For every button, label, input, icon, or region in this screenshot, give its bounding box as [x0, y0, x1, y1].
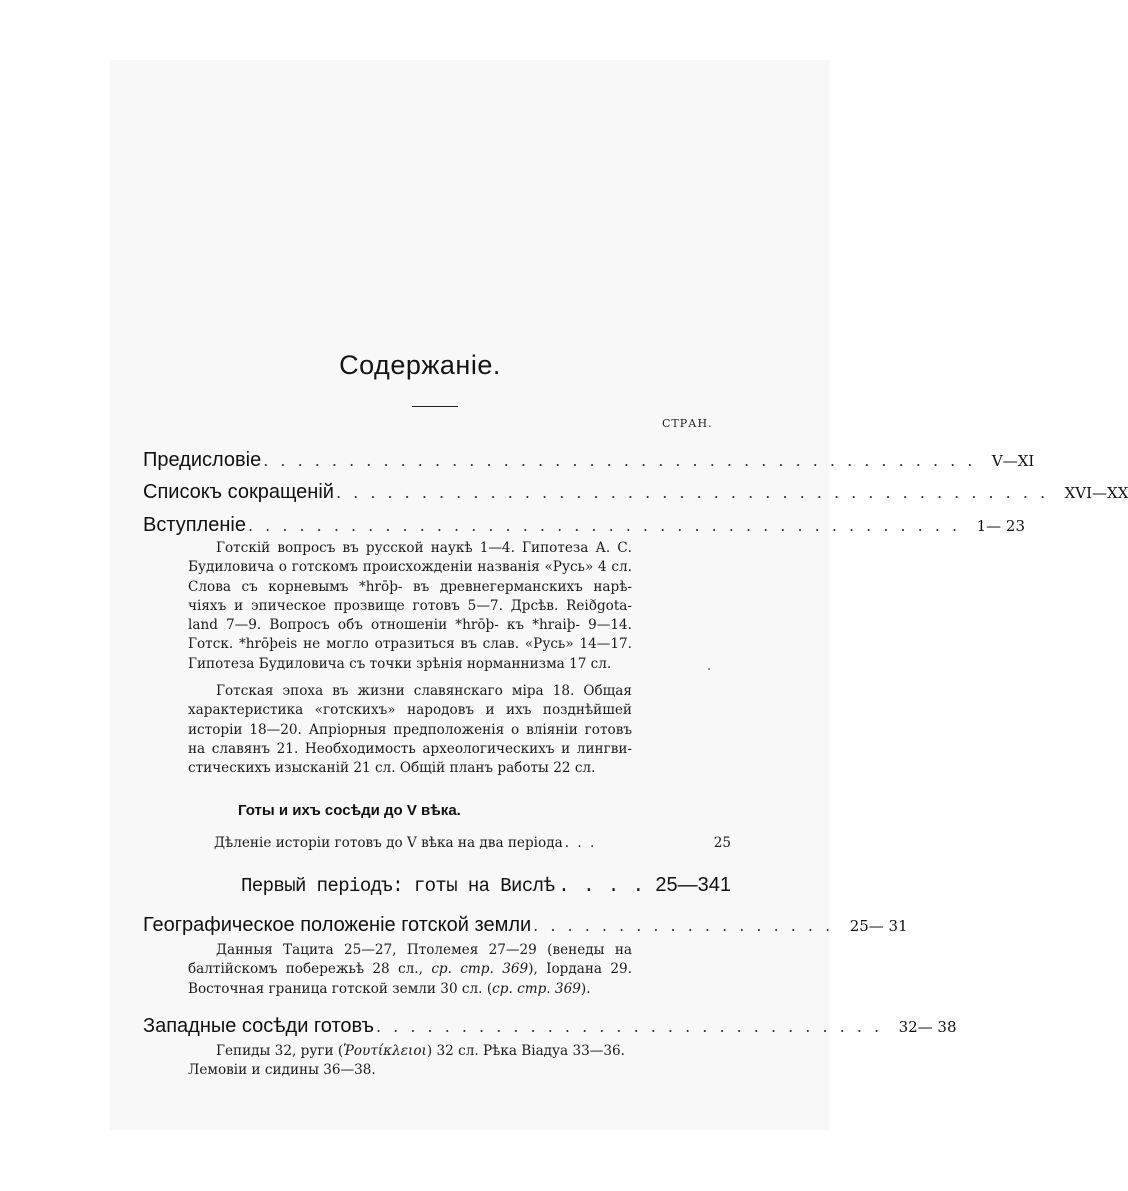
- toc-entry-abbreviations[interactable]: [143, 481, 1128, 507]
- toc-entry-introduction[interactable]: [143, 514, 1026, 540]
- toc-entry-pages: 25: [713, 835, 731, 851]
- text-run: ), Iордана 29.: [528, 961, 632, 978]
- print-speck: [708, 668, 710, 670]
- toc-entry-preface[interactable]: [143, 449, 1035, 475]
- toc-entry-title: Предисловiе: [143, 449, 262, 471]
- toc-entry-pages: 25— 31: [849, 917, 908, 935]
- toc-entry-first-period[interactable]: [241, 874, 731, 897]
- leader-dots: . . . . . . . . . . . . . . . . . . . . . . . . . . . . . .: [376, 1017, 883, 1036]
- text-line: стическихъ изысканiй 21 сл. Общiй планъ работы 22 сл.: [188, 760, 596, 777]
- text-line: Готскiй вопросъ въ русской наукѣ 1—4. Гипотеза А. С.: [216, 540, 632, 556]
- text-line: Будиловича о готскомъ происхожденiи названiя «Русь» 4 сл.: [188, 559, 632, 576]
- text-run: балтiйскомъ побережьѣ 28 сл.,: [188, 961, 423, 978]
- toc-entry-pages: V—XI: [991, 452, 1035, 470]
- cross-reference[interactable]: ср. стр. 369: [492, 980, 581, 997]
- leader-dots: . . . . . . . . . . . . . . . . . .: [533, 916, 834, 935]
- toc-entry-pages: 1— 23: [976, 517, 1026, 535]
- text-line: Готская эпоха въ жизни славянскаго мiра 18. Общая: [216, 683, 632, 699]
- intro-summary-2: [188, 682, 632, 778]
- leader-dots: . . . .: [558, 875, 646, 897]
- text-line: Слова съ корневымъ *hrōþ- въ древнегерманскихъ нарѣ-: [188, 578, 632, 595]
- western-neighbours-summary: [188, 1042, 632, 1081]
- text-line: Лемовiи и сидины 36—38.: [188, 1062, 376, 1079]
- text-line: исторiи 18—20. Апрiорныя предположенiя о влiянiи готовъ: [188, 721, 632, 738]
- text-run: Восточная граница готской земли 30 сл. (: [188, 980, 493, 997]
- leader-dots: . . . . . . . . . . . . . . . . . . . . . . . . . . . . . . . . . . . . . . . . . .: [263, 451, 976, 470]
- text-line: Гипотеза Будиловича съ точки зрѣнiя норманнизма 17 сл.: [188, 655, 612, 672]
- toc-entry-division[interactable]: [214, 835, 731, 851]
- text-line: характеристика «готскихъ» народовъ и ихъ позднѣйшей: [188, 702, 632, 719]
- text-line: на славянъ 21. Необходимость археологическихъ и лингви-: [188, 740, 632, 757]
- text-run: ).: [580, 980, 591, 997]
- leader-dots: . . . . . . . . . . . . . . . . . . . . . . . . . . . . . . . . . . . . . . . . . .: [335, 483, 1049, 502]
- pages-column-label: СТРАН.: [662, 417, 713, 430]
- toc-entry-title: Дѣленiе исторiи готовъ до V вѣка на два перiода: [214, 835, 563, 851]
- text-line: чiяхъ и эпическое прозвище готовъ 5—7. Дрсѣв. Reiðgota-: [188, 597, 632, 614]
- text-run: ) 32 сл. Рѣка Вiадуа 33—36.: [426, 1043, 625, 1059]
- text-line: Данныя Тацита 25—27, Птолемея 27—29 (венеды на: [216, 942, 632, 958]
- text-line: Готск. *hrōþeis не могло отразиться въ слав. «Русь» 14—17.: [188, 636, 632, 653]
- greek-term: Ῥουτίκλειοι: [343, 1043, 427, 1059]
- geography-summary: [188, 941, 632, 999]
- toc-entry-title: Первый перiодъ: готы на Вислѣ: [241, 875, 555, 897]
- toc-entry-geography[interactable]: [143, 914, 908, 940]
- page-title: Содержанiе.: [339, 350, 501, 380]
- leader-dots: . . . . . . . . . . . . . . . . . . . . . . . . . . . . . . . . . . . . . . . . . .: [247, 516, 961, 535]
- toc-entry-western-neighbours[interactable]: [143, 1015, 957, 1041]
- text-line: land 7—9. Вопросъ объ отношенiи *hrōþ- къ *hraiþ- 9—14.: [188, 617, 632, 634]
- text-line: [188, 980, 632, 999]
- text-line: [188, 960, 632, 979]
- cross-reference[interactable]: ср. стр. 369: [431, 961, 529, 978]
- toc-entry-pages: 25—341: [655, 874, 731, 896]
- toc-entry-title: Западные сосѣди готовъ: [143, 1015, 374, 1037]
- intro-summary-1: [188, 539, 632, 674]
- toc-entry-pages: XVI—XX: [1064, 484, 1128, 502]
- toc-entry-title: Списокъ сокращенiй: [143, 481, 334, 503]
- leader-dots: . . .: [564, 835, 597, 851]
- title-rule: [412, 406, 458, 407]
- toc-entry-title: Вступленiе: [143, 514, 246, 536]
- text-line: [188, 1042, 632, 1061]
- toc-entry-title: Географическое положенiе готской земли: [143, 914, 532, 936]
- toc-entry-pages: 32— 38: [898, 1018, 957, 1036]
- section-heading: Готы и ихъ сосѣди до V вѣка.: [238, 802, 461, 819]
- text-run: Гепиды 32, руги (: [216, 1043, 344, 1059]
